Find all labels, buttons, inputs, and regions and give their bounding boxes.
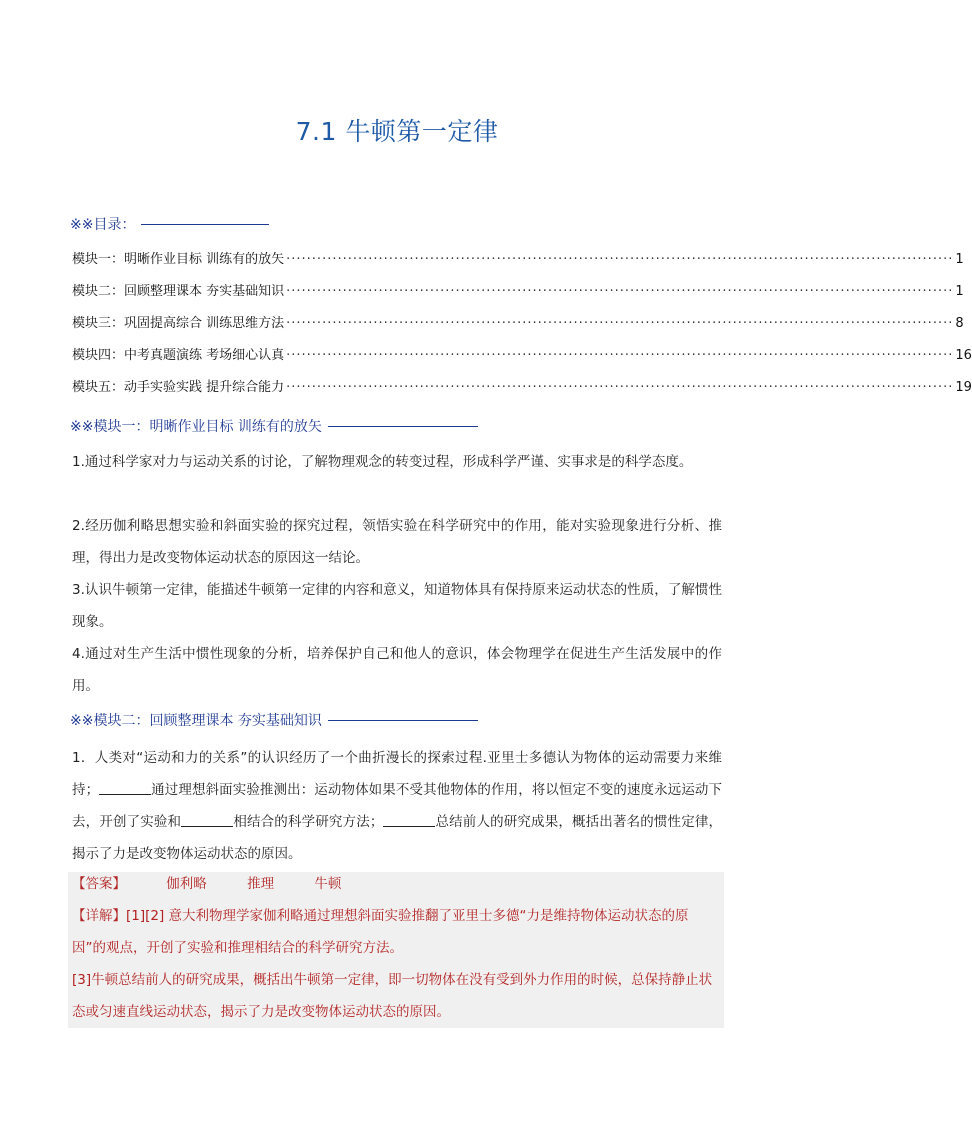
toc-item-label: 模块五：动手实验实践 提升综合能力 <box>72 380 285 395</box>
answer-blank[interactable] <box>99 780 151 795</box>
answer-line <box>72 868 722 900</box>
toc-item-label: 模块四：中考真题演练 考场细心认真 <box>72 348 285 363</box>
toc-item[interactable] <box>72 280 964 312</box>
toc-item[interactable] <box>72 376 972 408</box>
goal-item: 4.通过对生产生活中惯性现象的分析，培养保护自己和他人的意识，体会物理学在促进生产生活发展中的作用。 <box>72 646 722 694</box>
toc-item-label: 模块二：回顾整理课本 夯实基础知识 <box>72 284 285 299</box>
detail-paragraph <box>72 900 722 964</box>
question-text: 通过理想斜面实验推测出：运动物体如果不受其他物体的作用，将以恒定不变的速度永远运动下去，开创了实验和 <box>72 782 722 830</box>
goal-item: 3.认识牛顿第一定律，能描述牛顿第一定律的内容和意义，知道物体具有保持原来运动状态的性质，了解惯性现象。 <box>72 582 722 630</box>
question-text: 总结前人的研究成果，概括出著名的惯性定律，揭示了力是改变物体运动状态的原因。 <box>72 814 723 862</box>
goal-item: 1.通过科学家对力与运动关系的讨论，了解物理观念的转变过程，形成科学严谨、实事求是的科学态度。 <box>72 454 693 470</box>
question-1 <box>72 742 722 870</box>
toc-item-label: 模块三：巩固提高综合 训练思维方法 <box>72 316 285 331</box>
detail-paragraph <box>72 964 722 1028</box>
toc-list <box>72 248 972 408</box>
toc-leader-dots: ·································································································································· <box>286 252 954 267</box>
heading-rule <box>328 720 478 721</box>
module1-heading <box>70 416 478 436</box>
detail-text: [3]牛顿总结前人的研究成果，概括出牛顿第一定律，即一切物体在没有受到外力作用的时候，总保持静止状态或匀速直线运动状态，揭示了力是改变物体运动状态的原因。 <box>72 972 713 1020</box>
module2-heading-text: ※※模块二：回顾整理课本 夯实基础知识 <box>70 713 322 729</box>
module2-heading <box>70 710 478 730</box>
answer-blank[interactable] <box>383 812 435 827</box>
answer-value: 牛顿 <box>314 876 342 892</box>
answer-blank[interactable] <box>181 812 233 827</box>
toc-item-page: 1 <box>955 252 964 267</box>
answer-value: 伽利略 <box>166 876 207 892</box>
toc-item-label: 模块一：明晰作业目标 训练有的放矢 <box>72 252 285 267</box>
toc-leader-dots: ·································································································································· <box>286 284 954 299</box>
toc-item-page: 1 <box>955 284 964 299</box>
toc-heading-text: ※※目录： <box>70 217 136 233</box>
toc-item[interactable] <box>72 248 964 280</box>
toc-item-page: 19 <box>955 380 972 395</box>
heading-rule <box>328 426 478 427</box>
toc-leader-dots: ·································································································································· <box>286 316 954 331</box>
module1-heading-text: ※※模块一：明晰作业目标 训练有的放矢 <box>70 419 322 435</box>
question-text: 相结合的科学研究方法； <box>233 814 384 830</box>
toc-item-page: 16 <box>955 348 972 363</box>
detail-text: [1][2] 意大利物理学家伽利略通过理想斜面实验推翻了亚里士多德“力是维持物体运动状态的原因”的观点，开创了实验和推理相结合的科学研究方法。 <box>72 908 689 956</box>
page-title: 7.1 牛顿第一定律 <box>295 117 499 146</box>
toc-item[interactable] <box>72 344 972 376</box>
question-text: 1．人类对“运动和力的关系”的认识经历了一个曲折漫长的探索过程.亚里士多德认为物体的运动需要力来维持； <box>72 750 722 798</box>
answer-label: 【答案】 <box>72 876 126 892</box>
toc-leader-dots: ·································································································································· <box>286 348 954 363</box>
toc-leader-dots: ·································································································································· <box>286 380 954 395</box>
detail-label: 【详解】 <box>72 908 126 924</box>
answer-value: 推理 <box>247 876 275 892</box>
toc-item[interactable] <box>72 312 964 344</box>
goal-item: 2.经历伽利略思想实验和斜面实验的探究过程，领悟实验在科学研究中的作用，能对实验现象进行分析、推理，得出力是改变物体运动状态的原因这一结论。 <box>72 518 722 566</box>
toc-item-page: 8 <box>955 316 964 331</box>
heading-rule <box>141 224 269 225</box>
toc-heading <box>70 214 269 234</box>
